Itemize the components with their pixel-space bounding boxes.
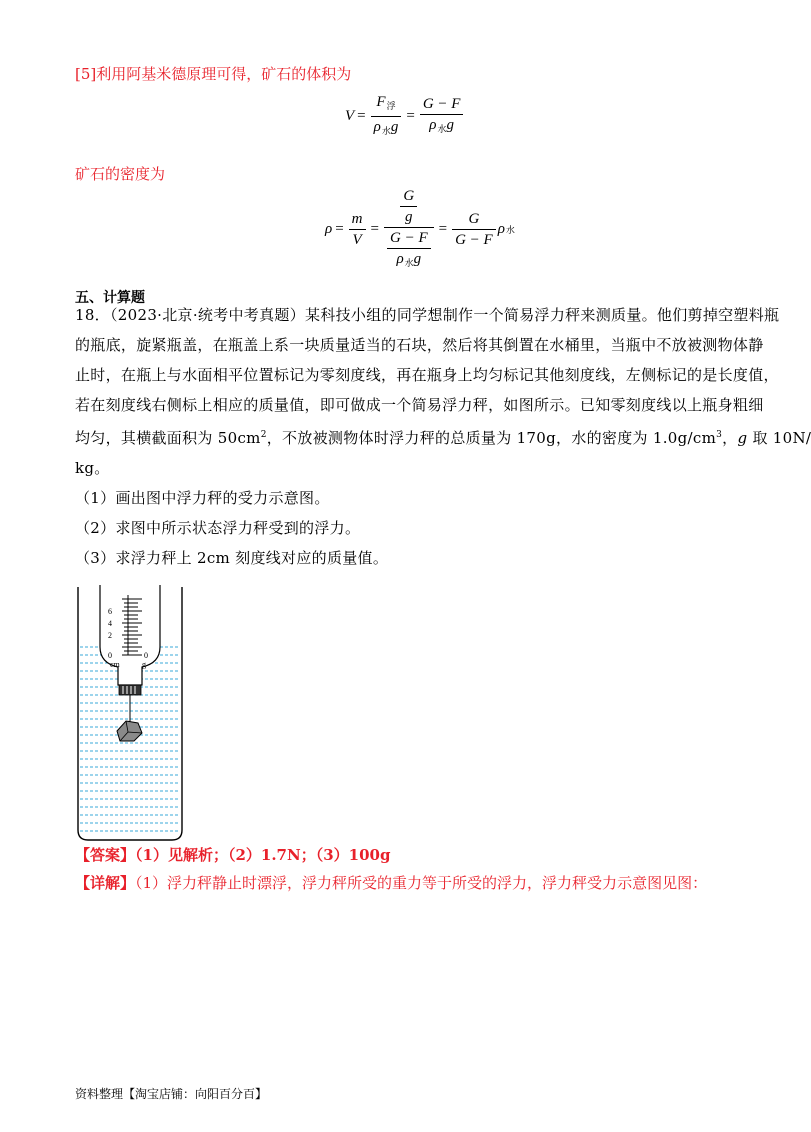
tick-label: 4 [108, 619, 112, 628]
unit-g: g [142, 660, 146, 669]
footer-text: 资料整理【淘宝店铺：向阳百分百】 [75, 1087, 268, 1101]
f-symbol: F [376, 94, 386, 110]
rho-symbol: ρ [373, 119, 381, 135]
problem-source: （2023·北京·统考中考真题） [110, 306, 306, 324]
problem-number: 18． [75, 306, 110, 324]
buoyancy-scale-figure [70, 585, 195, 845]
step5-intro: [5]利用阿基米德原理可得，矿石的体积为 [75, 65, 352, 83]
fraction-final: $\frac{G}{G - F}$ [452, 209, 496, 250]
density-intro: 矿石的密度为 [75, 165, 166, 183]
rho-subscript: 水 [381, 126, 391, 136]
answer-label: 【答案】 [75, 846, 136, 864]
fraction-buoyancy [371, 92, 402, 141]
fraction-weight-diff: $\frac{G - F}{\rho_水g}$ [420, 94, 464, 139]
question-1: （1）画出图中浮力秤的受力示意图。 [75, 489, 330, 507]
tick-label-right: 0 [144, 651, 148, 660]
problem-body: 18．（2023·北京·统考中考真题）某科技小组的同学想制作一个简易浮力秤来测质量。他们剪掉空塑料瓶 的瓶底，旋紧瓶盖，在瓶盖上系一块质量适当的石块，然后将其倒置在水桶里，当瓶中不放被测物体静 止时，在瓶上与水面相平位置标记为零刻度线，再在瓶身上均匀标记其他刻度线，左侧标记的是长度值， 若在刻度线右侧标上相应的质量值，即可做成一个简易浮力秤，如图所示。已知零刻度线以上瓶身粗细 均匀，其横截面积为 $50cm^2$，不放被测物体时浮力秤的总质量为 170g，水的密度为 $1.0g/cm^3$，g 取 10N/ kg。 （1）画出图中浮力秤的受力示意图。 （2）求图中所示状态浮力秤受到的浮力。 （3）求浮力秤上 2cm 刻度线对应的质量值。 [75, 300, 735, 573]
detail-row [75, 873, 707, 893]
equals-sign: = [357, 108, 366, 124]
stone [117, 721, 142, 741]
g-minus-f: G − F [422, 96, 461, 112]
detail-text: （1）浮力秤静止时漂浮，浮力秤所受的重力等于所受的浮力，浮力秤受力示意图见图： [135, 874, 708, 892]
density-formula: ρ = $\frac{m}{V}$ = $\frac{\frac{G}{g}}{\frac{G - F}{\rho_水g}}$ = $\frac{G}{G - F}$ ρ 水 [325, 186, 515, 273]
question-3: （3）求浮力秤上 2cm 刻度线对应的质量值。 [75, 549, 389, 567]
fraction-m-over-v: $\frac{m}{V}$ [349, 209, 366, 250]
answer-text: （1）见解析；（2）1.7N；（3）100g [135, 846, 391, 864]
tick-label: 6 [108, 607, 112, 616]
complex-fraction: $\frac{\frac{G}{g}}{\frac{G - F}{\rho_水g}}$ [384, 186, 434, 273]
v-symbol: V [345, 108, 355, 124]
g-symbol: g [390, 119, 399, 135]
unit-cm: cm [110, 660, 120, 669]
question-2: （2）求图中所示状态浮力秤受到的浮力。 [75, 519, 361, 537]
tick-label: 0 [108, 651, 112, 660]
detail-label: 【详解】 [75, 874, 136, 892]
f-subscript: 浮 [386, 101, 396, 111]
tick-label: 2 [108, 631, 112, 640]
answer-row [75, 845, 390, 865]
bottle-cap [119, 685, 141, 695]
volume-formula: V = $\frac{F_浮}{\rho_水g}$ = $\frac{G - F}{\rho_水g}$ [345, 92, 465, 141]
rho-lhs: ρ [325, 221, 333, 237]
section-title: 五、计算题 [75, 290, 145, 306]
